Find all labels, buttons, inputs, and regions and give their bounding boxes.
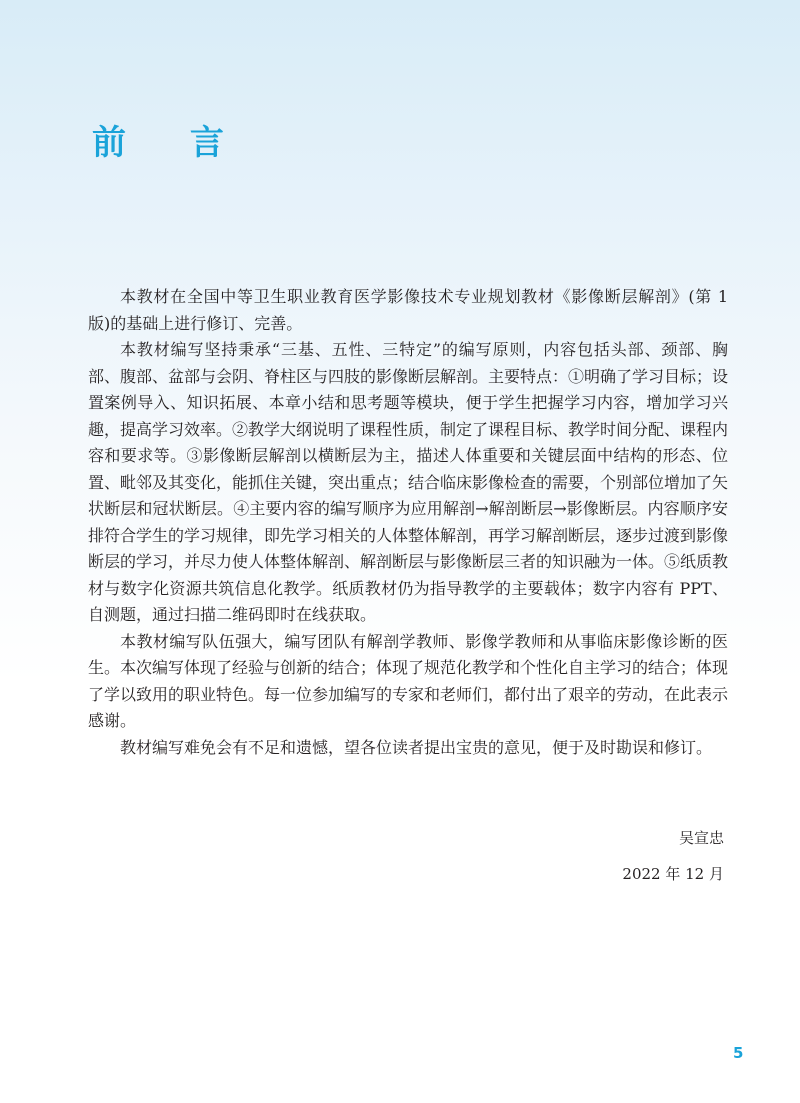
page-title: 前 言 <box>92 123 250 163</box>
author-name: 吴宣忠 <box>678 829 724 847</box>
paragraph-4: 教材编写难免会有不足和遗憾，望各位读者提出宝贵的意见，便于及时勘误和修订。 <box>120 737 713 757</box>
paragraph-3: 本教材编写队伍强大，编写团队有解剖学教师、影像学教师和从事临床影像诊断的医生。本次编写体现了经验与创新的结合；体现了规范化教学和个性化自主学习的结合；体现了学以致用的职业特色。每一位参加编写的专家和老师们，都付出了艰辛的劳动，在此表示感谢。 <box>88 631 729 730</box>
page-number: 5 <box>733 1044 744 1062</box>
paragraph-2: 本教材编写坚持秉承“三基、五性、三特定”的编写原则，内容包括头部、颈部、胸部、腹部、盆部与会阴、脊柱区与四肢的影像断层解剖。主要特点：①明确了学习目标；设置案例导入、知识拓展、本章小结和思考题等模块，便于学生把握学习内容，增加学习兴趣，提高学习效率。②教学大纲说明了课程性质，制定了课程目标、教学时间分配、课程内容和要求等。③影像断层解剖以横断层为主，描述人体重要和关键层面中结构的形态、位置、毗邻及其变化，能抓住关键，突出重点；结合临床影像检查的需要，个别部位增加了矢状断层和冠状断层。④主要内容的编写顺序为应用解剖→解剖断层→影像断层。内容顺序安排符合学生的学习规律，即先学习相关的人体整体解剖，再学习解剖断层，逐步过渡到影像断层的学习，并尽力使人体整体解剖、解剖断层与影像断层三者的知识融为一体。⑤纸质教材与数字化资源共筑信息化教学。纸质教材仍为指导教学的主要载体；数字内容有 PPT、自测题，通过扫描二维码即时在线获取。 <box>88 340 729 624</box>
signature-block <box>622 826 724 886</box>
paragraph-1: 本教材在全国中等卫生职业教育医学影像技术专业规划教材《影像断层解剖》(第 1 版)的基础上进行修订、完善。 <box>88 287 728 333</box>
preface-body <box>88 284 728 761</box>
signature-date: 2022 年 12 月 <box>622 865 724 883</box>
